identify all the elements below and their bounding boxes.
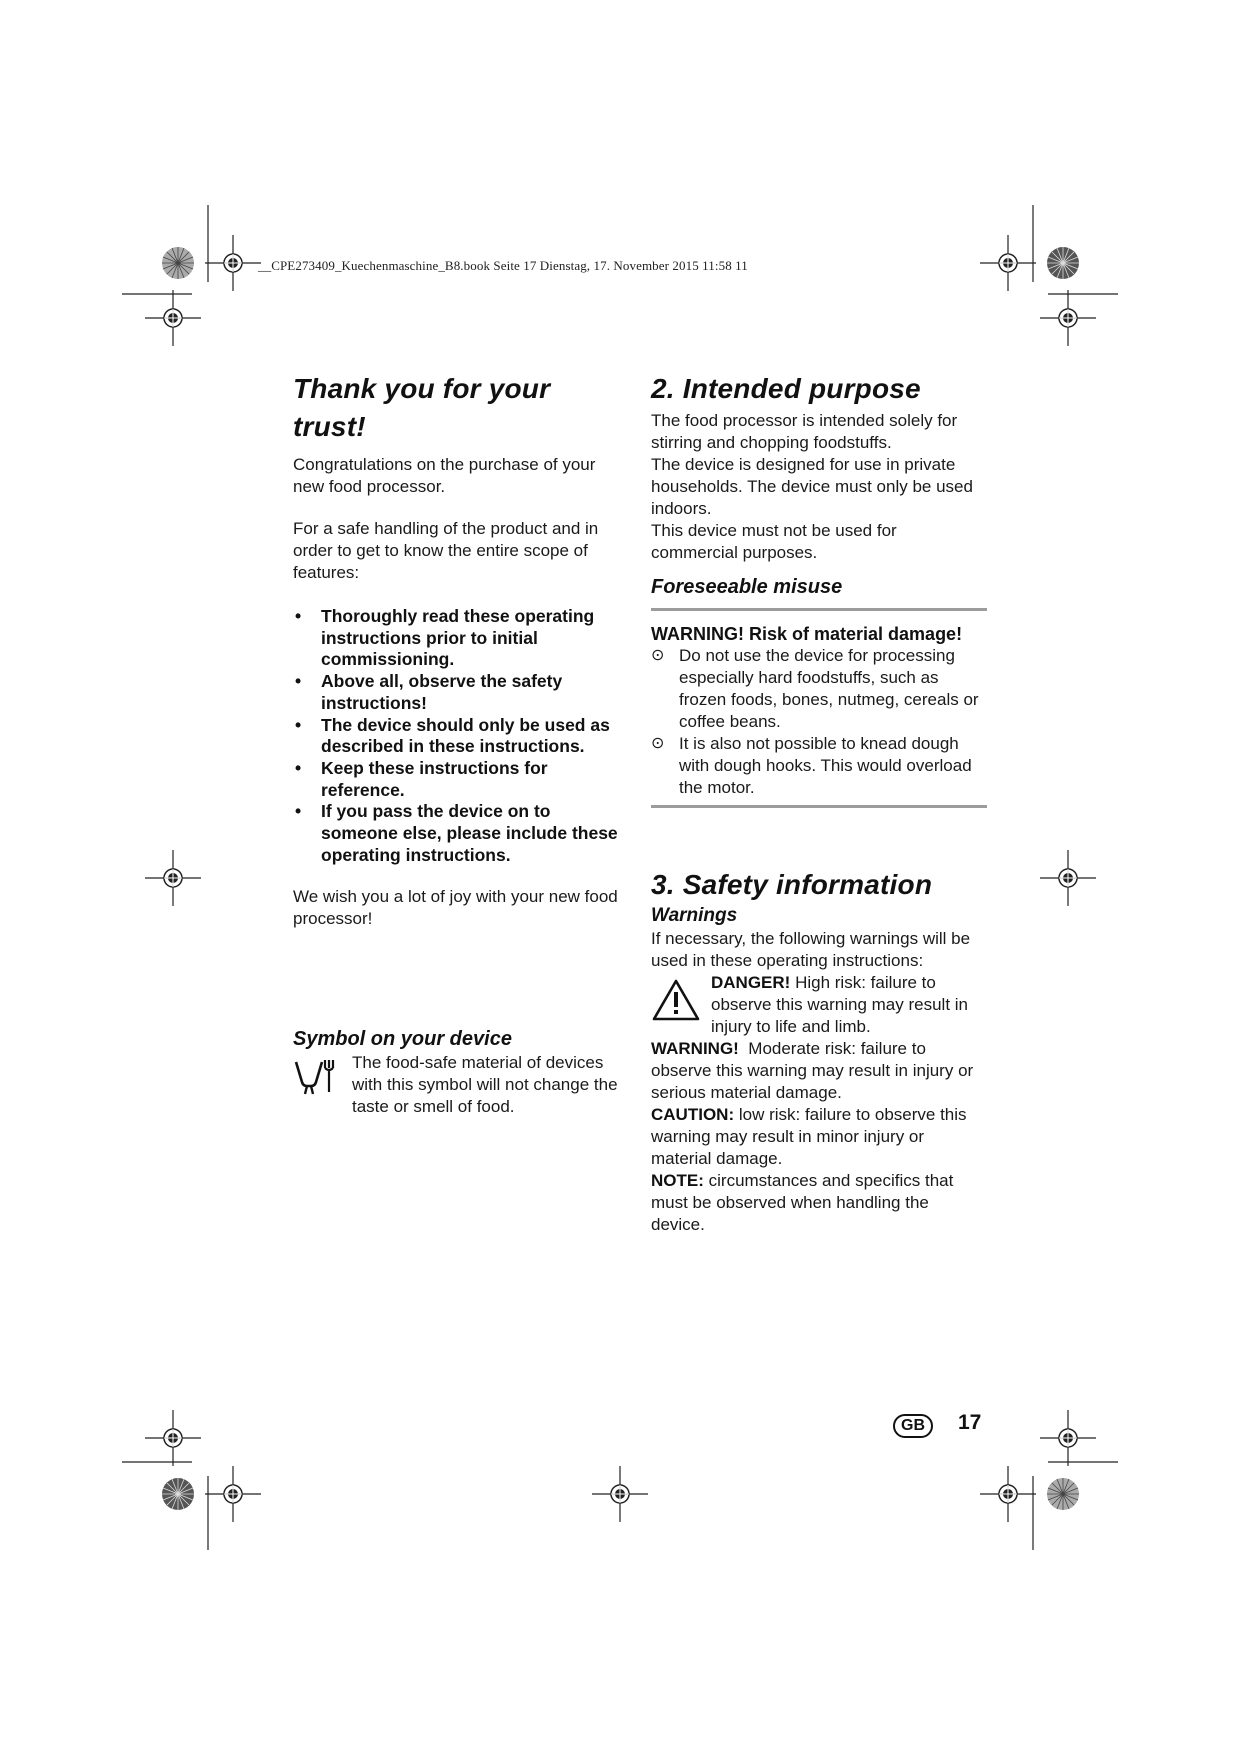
list-item: • The device should only be used as described in these instructions.	[295, 714, 610, 757]
list-item: ⊙ It is also not possible to knead dough with dough hooks. This would overload the motor.	[651, 734, 972, 797]
foreseeable-misuse-heading: Foreseeable misuse	[651, 576, 843, 598]
warning-label: WARNING!	[651, 1039, 739, 1058]
print-file-header: __CPE273409_Kuechenmaschine_B8.book Seite 17 Dienstag, 17. November 2015 11:58 11	[258, 258, 748, 273]
instruction-bullets	[293, 606, 629, 866]
purpose-paragraph-3: This device must not be used for commercial purposes.	[651, 521, 897, 562]
page-number: 17	[958, 1411, 982, 1434]
divider	[651, 805, 987, 808]
caution-description: CAUTION: low risk: failure to observe this warning may result in minor injury or material damage.	[651, 1105, 967, 1168]
list-item: • Keep these instructions for reference.	[295, 757, 548, 800]
list-item: • If you pass the device on to someone else, please include these operating instructions.	[295, 801, 618, 865]
misuse-warning-list	[651, 645, 987, 799]
bullet-icon: •	[295, 714, 302, 735]
bullet-icon: •	[295, 757, 302, 778]
intended-purpose-title: 2. Intended purpose	[651, 373, 921, 404]
danger-row	[651, 972, 987, 1038]
closing-paragraph: We wish you a lot of joy with your new food processor!	[293, 887, 618, 929]
list-item: ⊙ Do not use the device for processing especially hard foodstuffs, such as frozen foods, bones, nutmeg, cereals or coffee beans.	[651, 646, 979, 731]
list-item: • Thoroughly read these operating instructions prior to initial commissioning.	[295, 606, 595, 670]
divider	[651, 608, 987, 611]
symbol-row	[293, 1052, 629, 1118]
list-item: • Above all, observe the safety instructions!	[295, 671, 563, 713]
safe-handling-paragraph: For a safe handling of the product and in order to get to know the entire scope of features:	[293, 519, 599, 582]
warning-triangle-icon	[651, 978, 701, 1022]
bullet-icon: •	[295, 606, 302, 626]
warning-description: WARNING! Moderate risk: failure to observe this warning may result in injury or serious material damage.	[651, 1039, 974, 1102]
symbol-heading: Symbol on your device	[293, 1028, 512, 1051]
circled-dot-icon: ⊙	[651, 735, 665, 752]
warnings-intro: If necessary, the following warnings will be used in these operating instructions:	[651, 929, 971, 970]
left-column	[293, 368, 629, 1118]
danger-description: DANGER! High risk: failure to observe this warning may result in injury to life and limb.	[711, 973, 969, 1036]
purpose-paragraph-1: The food processor is intended solely for stirring and chopping foodstuffs.	[651, 411, 958, 452]
bullet-icon: •	[295, 801, 302, 822]
note-description: NOTE: circumstances and specifics that must be observed when handling the device.	[651, 1171, 954, 1234]
bullet-icon: •	[295, 671, 302, 692]
intro-paragraph: Congratulations on the purchase of your new food processor.	[293, 455, 596, 496]
circled-dot-icon: ⊙	[651, 647, 665, 664]
note-label: NOTE:	[651, 1171, 704, 1190]
safety-information-title: 3. Safety information	[651, 869, 933, 900]
material-damage-warning-heading: WARNING! Risk of material damage!	[651, 624, 963, 644]
country-badge: GB	[893, 1414, 933, 1438]
right-column	[651, 368, 987, 1236]
danger-label: DANGER!	[711, 973, 791, 992]
caution-label: CAUTION:	[651, 1105, 735, 1124]
warnings-heading: Warnings	[651, 905, 738, 926]
thank-you-title: Thank you for your trust!	[293, 373, 551, 442]
food-safe-icon	[293, 1056, 337, 1096]
symbol-description: The food-safe material of devices with this symbol will not change the taste or smell of food.	[352, 1053, 618, 1117]
purpose-paragraph-2: The device is designed for use in private households. The device must only be used indoors.	[651, 455, 973, 518]
